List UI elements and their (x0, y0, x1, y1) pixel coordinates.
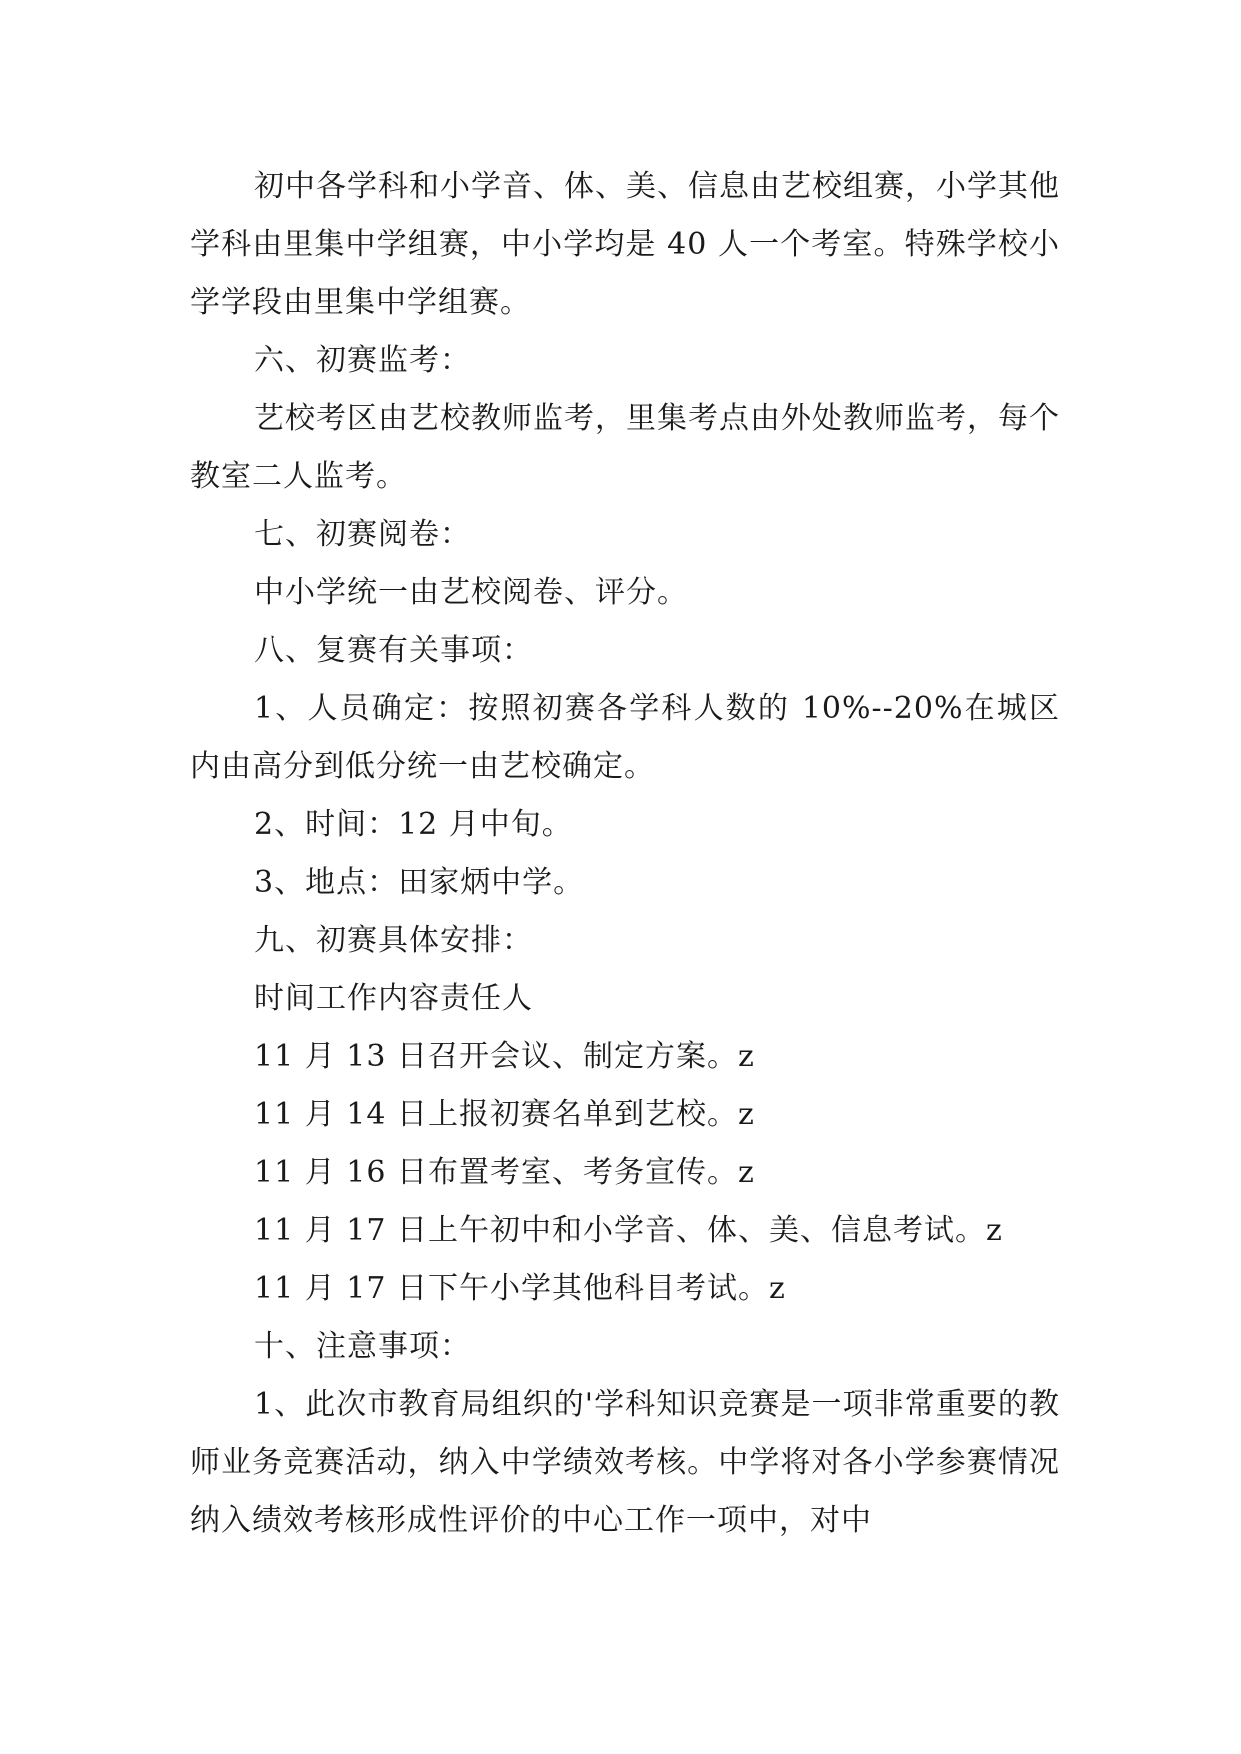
schedule-item: 11 月 14 日上报初赛名单到艺校。z (254, 1097, 755, 1132)
heading-preliminary-schedule: 九、初赛具体安排： (254, 923, 533, 958)
heading-notes: 十、注意事项： (254, 1329, 471, 1364)
schedule-item: 11 月 17 日上午初中和小学音、体、美、信息考试。z (254, 1213, 1003, 1248)
schedule-item: 11 月 17 日下午小学其他科目考试。z (254, 1271, 786, 1306)
heading-preliminary-marking: 七、初赛阅卷： (254, 517, 471, 552)
paragraph-note-1: 1、此次市教育局组织的'学科知识竞赛是一项非常重要的教师业务竞赛活动，纳入中学绩效考核。中学将对各小学参赛情况纳入绩效考核形成性评价的中心工作一项中，对中 (190, 1387, 1060, 1538)
paragraph-final-personnel: 1、人员确定：按照初赛各学科人数的 10%--20%在城区内由高分到低分统一由艺校确定。 (190, 691, 1060, 784)
heading-preliminary-invigilation: 六、初赛监考： (254, 343, 471, 378)
paragraph-competition-organization: 初中各学科和小学音、体、美、信息由艺校组赛，小学其他学科由里集中学组赛，中小学均是 40 人一个考室。特殊学校小学学段由里集中学组赛。 (190, 169, 1060, 320)
paragraph-final-location: 3、地点：田家炳中学。 (254, 865, 585, 900)
document-body (190, 158, 1060, 1550)
heading-final-round-matters: 八、复赛有关事项： (254, 633, 533, 668)
paragraph-invigilation-details: 艺校考区由艺校教师监考，里集考点由外处教师监考，每个教室二人监考。 (190, 401, 1060, 494)
schedule-item: 11 月 16 日布置考室、考务宣传。z (254, 1155, 755, 1190)
schedule-header: 时间工作内容责任人 (254, 981, 533, 1016)
schedule-item: 11 月 13 日召开会议、制定方案。z (254, 1039, 755, 1074)
paragraph-final-time: 2、时间：12 月中旬。 (254, 807, 573, 842)
paragraph-marking-details: 中小学统一由艺校阅卷、评分。 (254, 575, 688, 610)
